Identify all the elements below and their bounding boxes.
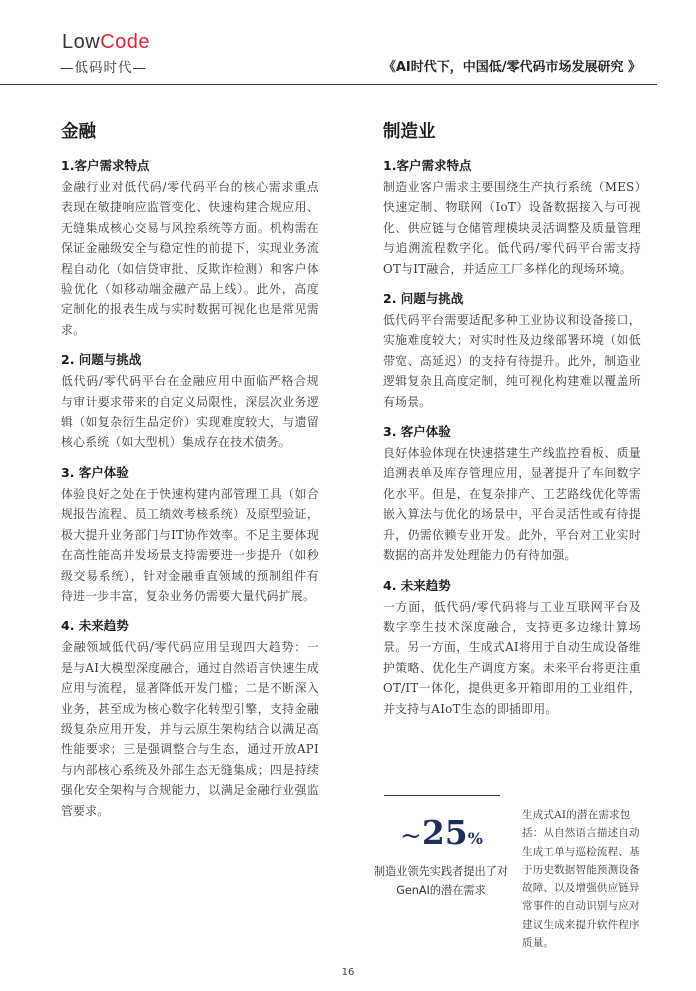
stat-value: 25	[421, 813, 468, 852]
manufacturing-section-trends	[383, 576, 641, 719]
section-text: 低代码平台需要适配多种工业协议和设备接口，实施难度较大；对实时性及边缘部署环境（如低带宽、高延迟）的支持有待提升。此外，制造业逻辑复杂且高度定制，纯可视化构建难以覆盖所有场景。	[383, 313, 641, 409]
logo-prefix: Low	[62, 31, 101, 53]
section-heading: 1.客户需求特点	[383, 158, 472, 173]
manufacturing-section-experience	[383, 422, 641, 565]
section-heading: 2. 问题与挑战	[383, 291, 464, 307]
stat-divider	[384, 795, 500, 796]
section-heading: 4. 未来趋势	[383, 577, 451, 593]
page-header	[0, 0, 696, 90]
section-heading: 2. 问题与挑战	[61, 352, 142, 368]
logo-subtitle: —低码时代—	[60, 60, 147, 76]
section-heading: 3. 客户体验	[61, 464, 129, 480]
finance-column	[61, 118, 319, 831]
header-divider	[0, 84, 657, 85]
finance-section-needs	[61, 156, 319, 340]
genai-side-note: 生成式AI的潜在需求包括：从自然语言描述自动生成工单与巡检流程、基于历史数据智能预测设备故障、以及增强供应链异常事件的自动识别与应对建议生成来提升软件程序质量。	[522, 809, 640, 950]
section-text: 体验良好之处在于快速构建内部管理工具（如合规报告流程、员工绩效考核系统）及原型验证，极大提升业务部门与IT协作效率。不足主要体现在高性能高并发场景支持需要进一步提升（如秒级交易系统），针对金融垂直领域的预制组件有待进一步丰富，复杂业务仍需要大量代码扩展。	[61, 486, 319, 603]
section-heading: 4. 未来趋势	[61, 618, 129, 634]
manufacturing-title: 制造业	[383, 122, 436, 142]
finance-section-experience	[61, 463, 319, 606]
logo-suffix: Code	[100, 31, 151, 53]
manufacturing-column	[383, 118, 641, 729]
finance-section-challenges	[61, 350, 319, 453]
section-text: 金融行业对低代码/零代码平台的核心需求重点表现在敏捷响应监管变化、快速构建合规应用、无缝集成核心交易与风控系统等方面。机构需在保证金融级安全与稳定性的前提下，实现业务流程自动化（如信贷审批、反欺诈检测）和客户体验优化（如移动端金融产品上线）。此外，高度定制化的报表生成与实时数据可视化也是常见需求。	[61, 180, 319, 337]
stat-caption: 制造业领先实践者提出了对GenAI的潜在需求	[373, 865, 509, 897]
stat-percent: %	[467, 829, 483, 848]
section-text: 低代码/零代码平台在金融应用中面临严格合规与审计要求带来的自定义局限性，深层次业务逻辑（如复杂衍生品定价）实现难度较大，与遗留核心系统（如大型机）集成存在技术债务。	[61, 374, 319, 450]
page-number: 16	[341, 967, 355, 978]
manufacturing-section-challenges	[383, 289, 641, 412]
manufacturing-section-needs	[383, 156, 641, 279]
stat-figure	[384, 813, 499, 852]
finance-section-trends	[61, 616, 319, 821]
section-text: 制造业客户需求主要围绕生产执行系统（MES）快速定制、物联网（IoT）设备数据接入与可视化、供应链与仓储管理模块灵活调整及质量管理与追溯流程数字化。低代码/零代码平台需支持OT与IT融合，并适应工厂多样化的现场环境。	[383, 180, 641, 276]
section-heading: 3. 客户体验	[383, 424, 451, 440]
section-heading: 1.客户需求特点	[61, 158, 150, 173]
section-text: 金融领域低代码/零代码应用呈现四大趋势：一是与AI大模型深度融合，通过自然语言快速生成应用与流程，显著降低开发门槛；二是不断深入业务，甚至成为核心数字化转型引擎，支持金融级复杂应用开发，并与云原生架构结合以满足高性能要求；三是强调整合与生态，通过开放API与内部核心系统及外部生态无缝集成；四是持续强化安全架构与合规能力，以满足金融行业强监管要求。	[61, 640, 319, 818]
report-title: 《AI时代下，中国低/零代码市场发展研究 》	[382, 60, 641, 75]
section-text: 良好体验体现在快速搭建生产线监控看板、质量追溯表单及库存管理应用，显著提升了车间数字化水平。但是，在复杂排产、工艺路线优化等需嵌入算法与优化的场景中，平台灵活性或有待提升，仍需依赖专业开发。此外，平台对工业实时数据的高并发处理能力仍有待加强。	[383, 446, 641, 563]
lowcode-logo	[62, 31, 150, 54]
finance-title: 金融	[61, 122, 96, 142]
stat-tilde: ~	[400, 821, 422, 851]
section-text: 一方面，低代码/零代码将与工业互联网平台及数字孪生技术深度融合，支持更多边缘计算场景。另一方面，生成式AI将用于自动生成设备维护策略、优化生产调度方案。未来平台将更注重OT/IT一体化，提供更多开箱即用的工业组件，并支持与AIoT生态的即插即用。	[383, 599, 641, 716]
